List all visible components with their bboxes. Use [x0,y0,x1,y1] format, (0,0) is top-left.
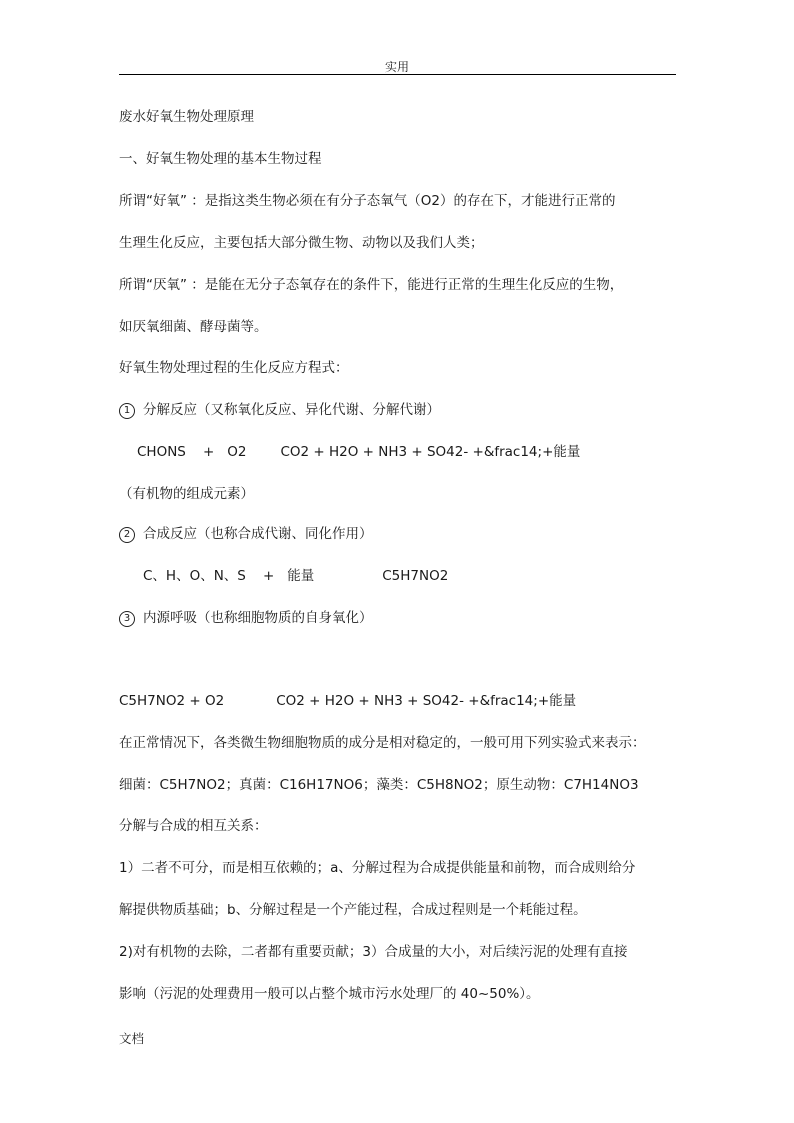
equation-left: C5H7NO2 + O2 [119,693,225,709]
equation-right: CO2 + H2O + NH3 + SO42- +&frac14;+能量 [280,444,581,460]
page-footer: 文档 [119,1031,145,1046]
relation-line-4: 影响（污泥的处理费用一般可以占整个城市污水处理厂的 40~50%）。 [119,986,540,1002]
aerobic-definition-line-1: 所谓“好氧” ：是指这类生物必须在有分子态氧气（O2）的存在下，才能进行正常的 [119,193,616,209]
item-label: 内源呼吸（也称细胞物质的自身氧化） [143,610,373,626]
relation-line-1: 1）二者不可分，而是相互依赖的；a、分解过程为合成提供能量和前物，而合成则给分 [119,860,636,876]
circled-number: 3 [119,611,135,627]
equation-synthesis [143,567,448,585]
equation-decomposition [137,443,580,461]
equation-endogenous [119,692,576,710]
equation-note: （有机物的组成元素） [119,486,254,502]
item-label: 分解反应（又称氧化反应、异化代谢、分解代谢） [143,402,440,418]
page-header: 实用 [384,60,409,74]
equation-right: C5H7NO2 [382,568,449,584]
equation-left: C、H、O、N、S + 能量 [143,568,315,584]
document-title: 废水好氧生物处理原理 [119,109,254,125]
relation-heading: 分解与合成的相互关系： [119,818,268,834]
relation-line-3: 2)对有机物的去除，二者都有重要贡献；3）合成量的大小，对后续污泥的处理有直接 [119,944,628,960]
relation-line-2: 解提供物质基础；b、分解过程是一个产能过程，合成过程则是一个耗能过程。 [119,902,587,918]
item-endogenous-respiration [119,609,373,627]
item-decomposition [119,401,440,419]
circled-number: 1 [119,403,135,419]
composition-formulas: 细菌：C5H7NO2；真菌：C16H17NO6；藻类：C5H8NO2；原生动物：C7H14NO3 [119,777,639,793]
aerobic-definition-line-2: 生理生化反应，主要包括大部分微生物、动物以及我们人类； [119,235,484,251]
equation-left: CHONS + O2 [137,444,247,460]
anaerobic-definition-line-1: 所谓“厌氧” ：是能在无分子态氧存在的条件下，能进行正常的生理生化反应的生物， [119,277,624,293]
composition-intro: 在正常情况下，各类微生物细胞物质的成分是相对稳定的，一般可用下列实验式来表示： [119,735,646,751]
section-heading: 一、好氧生物处理的基本生物过程 [119,151,322,167]
equations-intro: 好氧生物处理过程的生化反应方程式： [119,360,349,376]
anaerobic-definition-line-2: 如厌氧细菌、酵母菌等。 [119,319,268,335]
item-synthesis [119,525,373,543]
equation-right: CO2 + H2O + NH3 + SO42- +&frac14;+能量 [276,693,577,709]
item-label: 合成反应（也称合成代谢、同化作用） [143,526,373,542]
header-divider [119,74,676,75]
circled-number: 2 [119,527,135,543]
